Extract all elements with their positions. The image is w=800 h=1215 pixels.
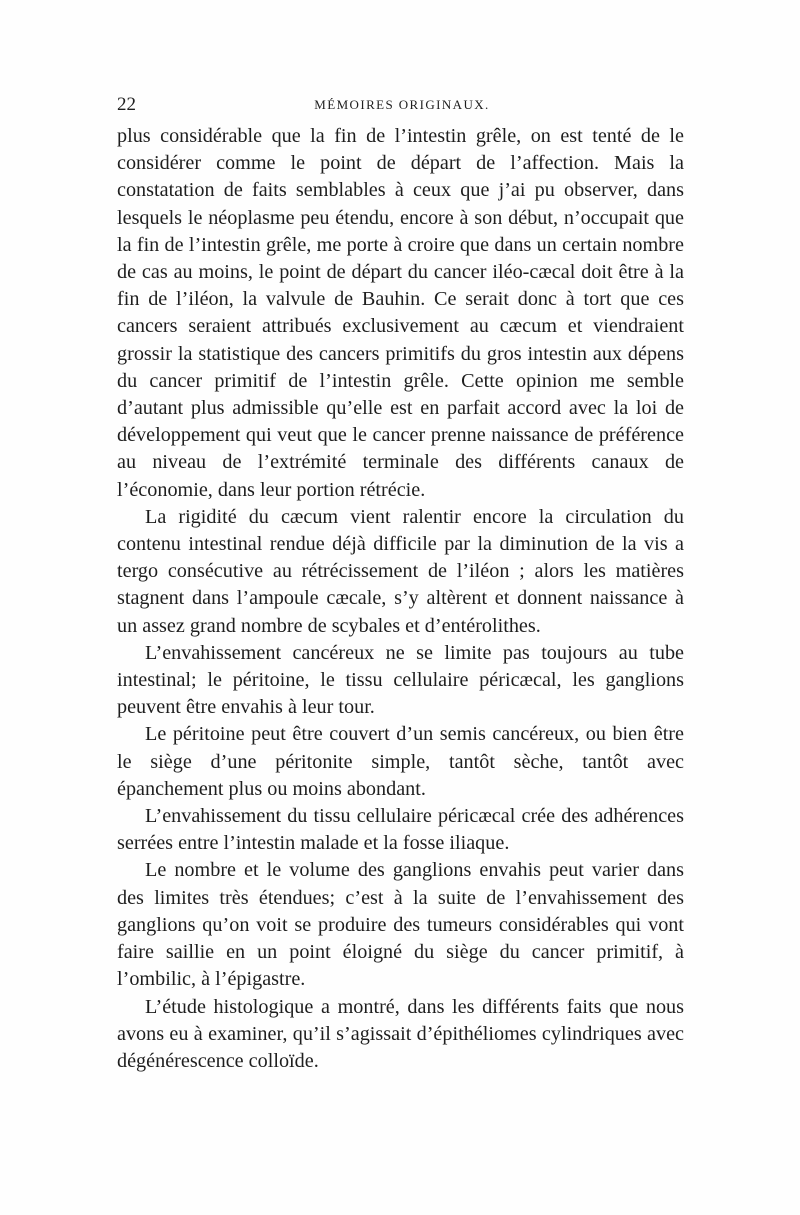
body-text — [117, 123, 684, 1075]
page-number: 22 — [117, 94, 136, 115]
paragraph: L’envahissement cancéreux ne se limite pas toujours au tube intestinal; le péritoine, le tissu cellulaire péricæcal, les ganglions peuvent être envahis à leur tour. — [117, 641, 684, 719]
running-title: MÉMOIRES ORIGINAUX. — [314, 97, 490, 112]
paragraph: Le péritoine peut être couvert d’un semis cancéreux, ou bien être le siège d’une péritonite simple, tantôt sèche, tantôt avec épanchement plus ou moins abondant. — [117, 723, 684, 800]
paragraph-continued: plus considérable que la fin de l’intestin grêle, on est tenté de le considérer comme le point de départ de l’affection. Mais la constatation de faits semblables à ceux que j’ai pu observer, dans lesquels le néoplasme peu étendu, encore à son début, n’occupait que la fin de l’intestin grêle, me porte à croire que dans un certain nombre de cas au moins, le point de départ du cancer iléo-cæcal doit être à la fin de l’iléon, la valvule de Bauhin. Ce serait donc à tort que ces cancers seraient attribués exclusivement au cæcum et viendraient grossir la statistique des cancers primitifs du gros intestin aux dépens du cancer primitif de l’intestin grêle. Cette opinion me semble d’autant plus admissible qu’elle est en parfait accord avec la loi de développement qui veut que le cancer prenne naissance de préférence au niveau de l’extrémité terminale des différents canaux de l’économie, dans leur portion rétrécie. — [117, 125, 684, 501]
paragraph: Le nombre et le volume des ganglions envahis peut varier dans des limites très étendues; c’est à la suite de l’envahissement des ganglions qu’on voit se produire des tumeurs considérables qui vont faire saillie en un point éloigné du siège du cancer primitif, à l’ombilic, à l’épigastre. — [117, 859, 684, 991]
paragraph: L’étude histologique a montré, dans les différents faits que nous avons eu à examiner, qu’il s’agissait d’épithéliomes cylindriques avec dégénérescence colloïde. — [117, 995, 684, 1072]
paragraph: La rigidité du cæcum vient ralentir encore la circulation du contenu intestinal rendue déjà difficile par la diminution de la vis a tergo consécutive au rétrécissement de l’iléon ; alors les matières stagnent dans l’ampoule cæcale, s’y altèrent et donnent naissance à un assez grand nombre de scybales et d’entérolithes. — [117, 505, 684, 637]
paragraph: L’envahissement du tissu cellulaire péricæcal crée des adhérences serrées entre l’intestin malade et la fosse iliaque. — [117, 805, 684, 855]
running-head — [117, 94, 687, 120]
